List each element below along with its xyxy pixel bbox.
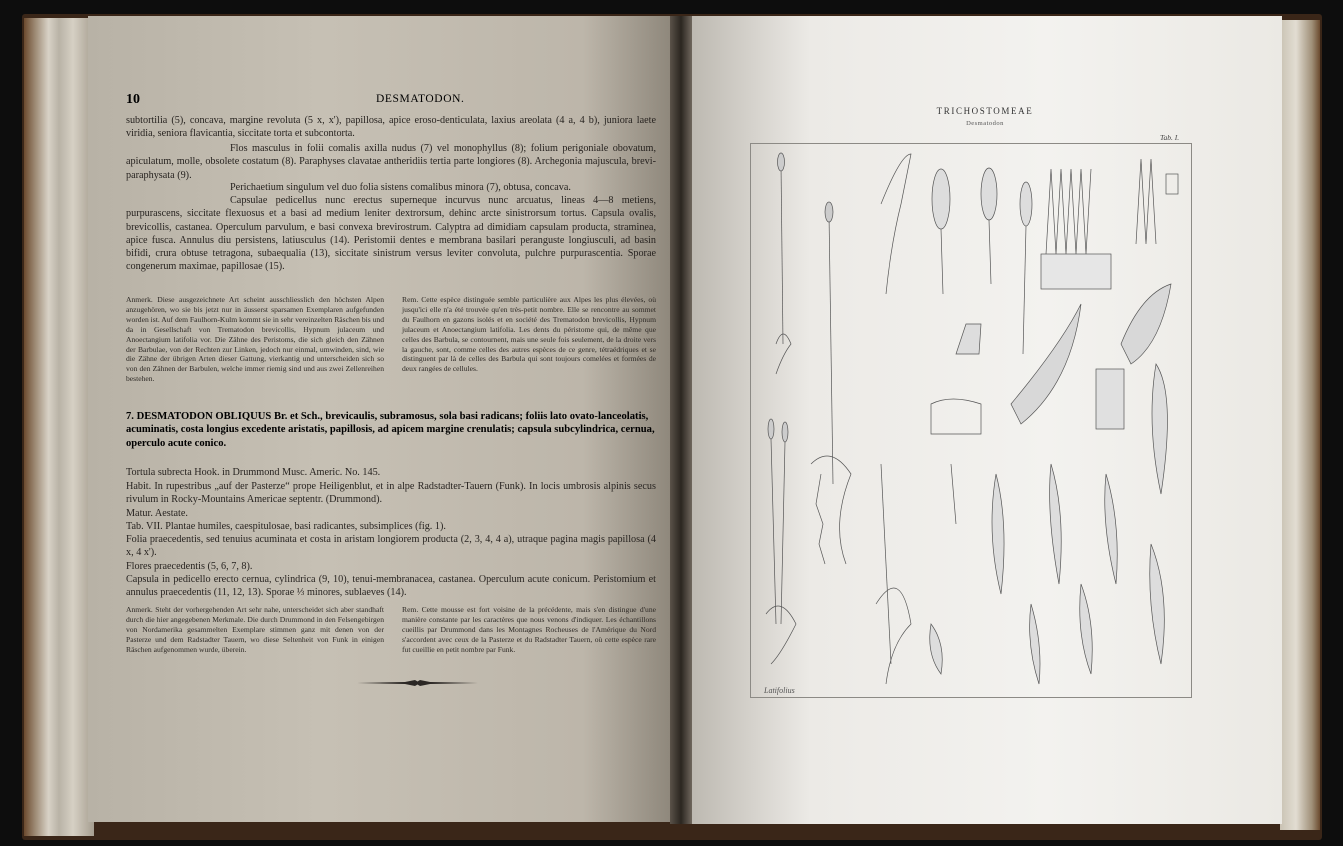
capsule-5 bbox=[768, 419, 774, 439]
right-page-edges bbox=[1280, 20, 1320, 830]
stalk-2 bbox=[829, 214, 833, 484]
leaf-areolation-2 bbox=[1121, 284, 1171, 364]
capsule-large-3 bbox=[981, 168, 997, 220]
leaf-areolation-1 bbox=[1011, 304, 1081, 424]
leaf-7 bbox=[1030, 604, 1040, 684]
tuft-4 bbox=[876, 588, 911, 684]
spore-box bbox=[1166, 174, 1178, 194]
capsule-2 bbox=[825, 202, 833, 222]
species-synonym: Tortula subrecta Hook. in Drummond Musc. Americ. No. 145. bbox=[126, 467, 381, 478]
paragraph-3: Perichaetium singulum vel duo folia sistens comalibus minora (7), obtusa, concava. bbox=[230, 182, 571, 193]
paragraph-2: Flos masculus in folii comalis axilla nudus (7) vel monophyllus (8); folium perigoniale obovatum, apiculatum, molle, obsolete costatum (8). Paraphyses clavatae antheridiis tertia parte longiores (8). Archegonia majuscula, brevi-paraphysata (9). bbox=[126, 143, 656, 181]
leaf-6 bbox=[1080, 584, 1093, 674]
cell-grid bbox=[1096, 369, 1124, 429]
note-2-french: Rem. Cette mousse est fort voisine de la précédente, mais s'en distingue d'une manière constante par les caractères que nous venons d'indiquer. Les échantillons cueillis par Drummond dans les Montagnes Rocheuses de l'Amérique du Nord s'accordent avec ceux de la Pasterze et du Radstadter Tauern, où cette espèce rare fut cueillie en petit nombre par Funk. bbox=[402, 605, 656, 654]
species-maturity: Matur. Aestate. bbox=[126, 508, 188, 519]
peristome-base bbox=[1041, 254, 1111, 289]
ornamental-rule bbox=[355, 679, 480, 687]
leaf-section bbox=[931, 399, 981, 434]
stalk-3 bbox=[881, 464, 891, 664]
running-header bbox=[126, 92, 646, 110]
capsule-1 bbox=[778, 153, 785, 171]
species-habitat: Habit. In rupestribus „auf der Pasterze“ prope Heiligenblut, et in alpe Radstadter-Tauern (Funk). In locis umbrosis alpinis secus rivulum in Rocky-Mountains Americae septentr. (Drummond). bbox=[126, 481, 656, 506]
paragraph-4: Capsulae pedicellus nunc erectus superneque incurvus nunc arcuatus, lineas 4—8 metiens, purpurascens, siccitate flexuosus et a basi ad medium leniter dextrorsum, dehinc arcte sinistrorsum tortus. Capsula ovalis, brevicollis, castanea. Operculum parvulum, e basi convexa brevirostrum. Calyptra ad dimidiam capsulam producta, straminea, apice fusca. Annulus diu persistens, latiusculus (14). Peristomii dentes e membrana basilari peranguste longiusculi, ad basin bifidi, crura obtuse tetragona, subaequalia (13), siccitate sinistrum versus leviter convoluta, pulchre purpurascentia. Sporae congenerum maximae, papillosae (15). bbox=[126, 195, 656, 273]
leaf-5 bbox=[1150, 544, 1165, 664]
leaf-4 bbox=[1105, 474, 1118, 584]
running-head: DESMATODON. bbox=[376, 93, 465, 105]
capsule-6 bbox=[782, 422, 788, 442]
plate-label: Tab. I. bbox=[1160, 133, 1180, 142]
page-number: 10 bbox=[126, 92, 140, 107]
teeth-detail bbox=[1136, 159, 1156, 244]
flower-detail bbox=[930, 624, 943, 674]
species-folia: Folia praecedentis, sed tenuius acuminata et costa in aristam longiorem producta (2, 3, 4, 4 a), utraque pagina magis papillosa (4 x, 4 x'). bbox=[126, 534, 656, 559]
left-page-edges bbox=[24, 18, 94, 836]
plate-signature: Latifolius bbox=[764, 686, 795, 695]
capsule-large-1 bbox=[881, 154, 911, 294]
tuft-1 bbox=[776, 334, 791, 374]
perigonial-leaf bbox=[956, 324, 981, 354]
leaf-1 bbox=[1152, 364, 1167, 494]
note-1-french: Rem. Cette espèce distinguée semble particulière aux Alpes les plus élevées, où jusqu'ici elle n'a été trouvée qu'en très-petit nombre. Elle se rencontre au sommet du Faulhorn en gazons isolés et en société des Trematodon brevicollis, Hypnum julaceum et Anoectangium latifolia. Les dents du péristome qui, de même que celles des Barbula, se contournent, mais une seule fois seulement, de la droite vers la gauche, sont, comme celles des autres espèces de ce genre, tétraédriques et se distinguent par là de celles des Barbula qui sont toujours comelées et formées de deux rangées de cellules. bbox=[402, 295, 656, 374]
species-plate: Tab. VII. Plantae humiles, caespitulosae, basi radicantes, subsimplices (fig. 1). bbox=[126, 521, 446, 532]
peristome-teeth bbox=[1046, 169, 1091, 254]
species-heading: 7. DESMATODON OBLIQUUS Br. et Sch., brevicaulis, subramosus, sola basi radicans; foliis lato ovato-lanceolatis, acuminatis, costa longius excedente aristatis, papillosis, ad apicem margine crenulatis; capsula subcylindrica, cernua, operculo acute conico. bbox=[126, 411, 655, 449]
botanical-illustration bbox=[751, 144, 1189, 695]
capsule-large-2 bbox=[932, 169, 950, 229]
note-1-german: Anmerk. Diese ausgezeichnete Art scheint ausschliesslich den höchsten Alpen anzugehören, wo sie bis jetzt nur in äusserst sparsamen Exemplaren aufgefunden worden ist. Auf dem Faulhorn-Kulm kommt sie in sehr vereinzelten Räschen bis und da in Gesellschaft von Trematodon brevicollis, Hypnum julaceum und Anoectangium latifolia vor. Die Zähne des Peristoms, die sich gleich den Zähnen der Barbulae, von der Rechten zur Linken, jedoch nur einmal, umwinden, sind, wie die Zähne der übrigen Arten dieser Gattung, vierkantig und unterscheiden sich so von den Zähnen der Barbulen, welche immer riemig sind und aus zwei Zellenreihen bestehen. bbox=[126, 295, 384, 384]
book-gutter bbox=[670, 16, 692, 824]
capsule-large-4 bbox=[1020, 182, 1032, 226]
leafy-shoot bbox=[816, 474, 825, 564]
tuft-2 bbox=[811, 456, 851, 564]
species-flores: Flores praecedentis (5, 6, 7, 8). bbox=[126, 561, 253, 572]
species-capsula: Capsula in pedicello erecto cernua, cylindrica (9, 10), tenui-membranacea, castanea. Operculum acute conicum. Peristomium et annulus praecedentis (11, 12, 13). Sporae ⅓ minores, sublaeves (14). bbox=[126, 574, 656, 599]
archegonia bbox=[951, 464, 956, 524]
note-2-german: Anmerk. Steht der vorhergehenden Art sehr nahe, unterscheidet sich aber standhaft durch die hier angegebenen Merkmale. Die durch Drummond in den Felsengebirgen von Nordamerika gesammelten Exemplare stimmen ganz mit denen von der Pasterze und dem Radstadter Tauern, wo diese Seltenheit von Funk in einigen Räschen aufgenommen wurde, überein. bbox=[126, 605, 384, 654]
plate-title: TRICHOSTOMEAE bbox=[936, 106, 1034, 116]
leaf-3 bbox=[1050, 464, 1062, 584]
stalk-1 bbox=[781, 164, 783, 344]
paragraph-1: subtortilia (5), concava, margine revoluta (5 x, x'), papillosa, apice eroso-denticulata, laxius areolata (4 a, 4 b), juniora laete viridia, seniora flavicantia, siccitate torta et subcontorta. bbox=[126, 115, 656, 140]
plate-subtitle: Desmatodon bbox=[966, 120, 1004, 127]
leaf-2 bbox=[992, 474, 1004, 594]
